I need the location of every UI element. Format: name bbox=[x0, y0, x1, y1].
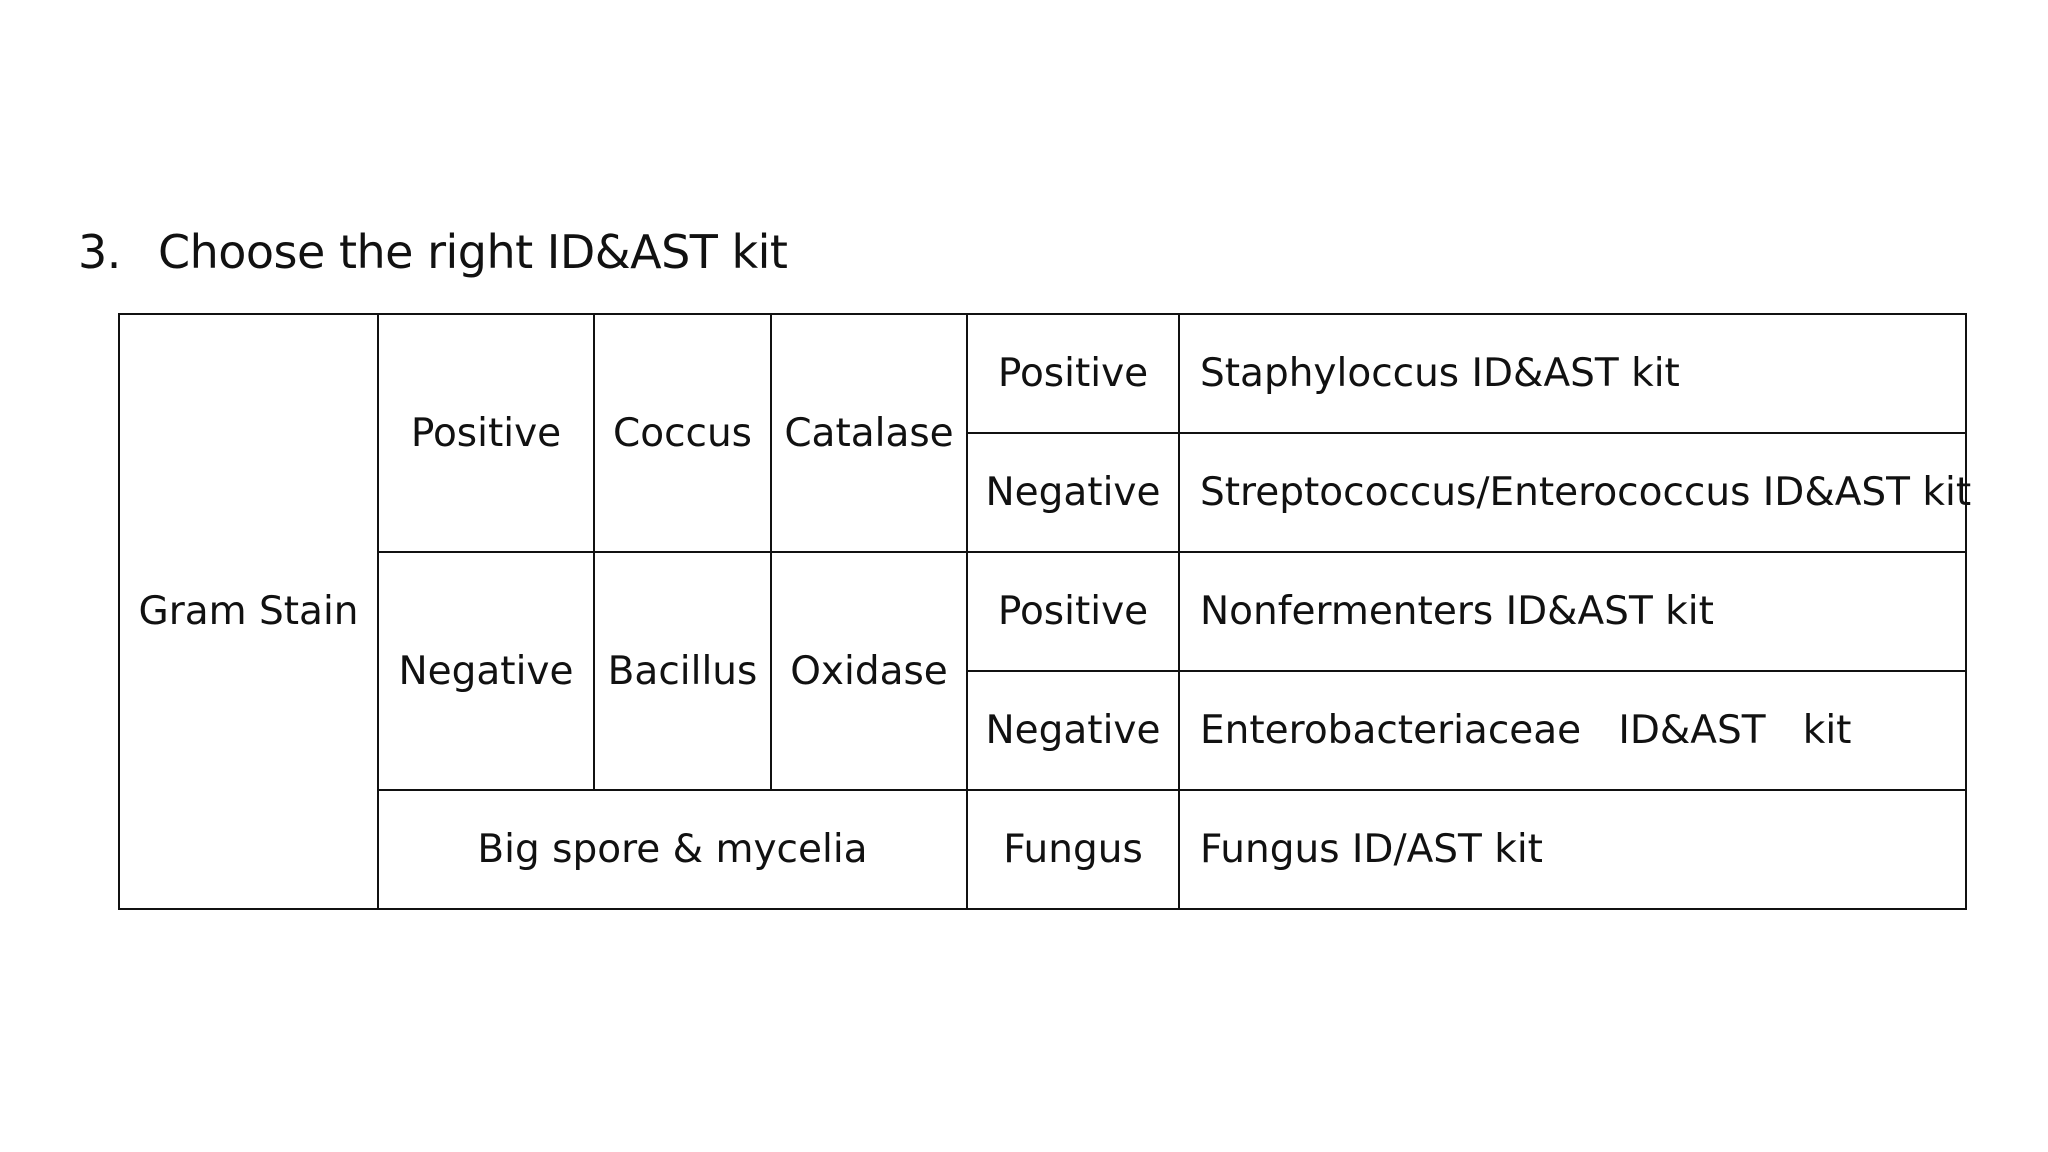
fungus-cell: Fungus bbox=[967, 790, 1179, 909]
kit-selection-table bbox=[118, 313, 1972, 910]
gram-positive-cell: Positive bbox=[378, 314, 594, 552]
oxidase-positive-cell: Positive bbox=[967, 552, 1179, 671]
catalase-negative-cell: Negative bbox=[967, 433, 1179, 552]
page-title bbox=[78, 222, 787, 282]
nonfermenters-kit-cell: Nonfermenters ID&AST kit bbox=[1179, 552, 1966, 671]
table-row bbox=[119, 790, 1966, 909]
bacillus-cell: Bacillus bbox=[594, 552, 771, 790]
oxidase-negative-cell: Negative bbox=[967, 671, 1179, 790]
table-row bbox=[119, 314, 1966, 433]
gram-negative-cell: Negative bbox=[378, 552, 594, 790]
staphyloccus-kit-cell: Staphyloccus ID&AST kit bbox=[1179, 314, 1966, 433]
catalase-cell: Catalase bbox=[771, 314, 967, 552]
catalase-positive-cell: Positive bbox=[967, 314, 1179, 433]
fungus-kit-cell: Fungus ID/AST kit bbox=[1179, 790, 1966, 909]
gram-stain-cell: Gram Stain bbox=[119, 314, 378, 909]
coccus-cell: Coccus bbox=[594, 314, 771, 552]
heading-text: Choose the right ID&AST kit bbox=[158, 225, 788, 279]
heading-number: 3. bbox=[78, 225, 121, 279]
big-spore-mycelia-cell: Big spore & mycelia bbox=[378, 790, 967, 909]
streptococcus-kit-cell: Streptococcus/Enterococcus ID&AST kit bbox=[1179, 433, 1966, 552]
oxidase-cell: Oxidase bbox=[771, 552, 967, 790]
table-row bbox=[119, 552, 1966, 671]
enterobacteriaceae-kit-cell: Enterobacteriaceae ID&AST kit bbox=[1179, 671, 1966, 790]
